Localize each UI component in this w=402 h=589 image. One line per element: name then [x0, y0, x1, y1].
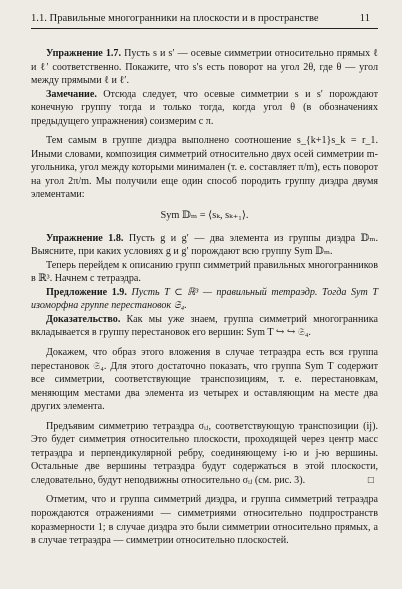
running-header	[31, 12, 378, 29]
exercise-1-7	[31, 47, 378, 88]
proposition-1-9-text: Пусть T ⊂ ℝ³ — правильный тетраэдр. Тогда Sym T изоморфна группе перестановок 𝔖₄.	[31, 286, 378, 312]
remark	[31, 88, 378, 129]
qed-symbol: □	[367, 474, 374, 486]
proposition-1-9-label: Предложение 1.9.	[46, 286, 127, 298]
formula-dihedral-generators: Sym 𝔻ₘ = ⟨sₖ, sₖ₊₁⟩.	[160, 210, 249, 222]
page-number: 11	[359, 13, 370, 24]
remark-text: Отсюда следует, что осевые симметрии s и s′ порождают конечную группу тогда и только тогда, когда угол θ (в обозначениях предыдущего упражнения) соизмерим с π.	[31, 88, 379, 127]
paragraph-proof-transposition	[31, 420, 378, 488]
page-body	[31, 47, 378, 548]
proposition-1-9	[31, 286, 378, 313]
exercise-1-7-label: Упражнение 1.7.	[46, 48, 121, 59]
chapter-title: 1.1. Правильные многогранники на плоскости и в пространстве	[31, 13, 319, 24]
exercise-1-8-label: Упражнение 1.8.	[46, 232, 124, 244]
proof-transposition-text: Предъявим симметрию тетраэдра σᵢⱼ, соответствующую транспозиции (ij). Это будет симметрия относительно плоскости, проходящей через центр масс тетраэдра и перпендикулярной ребру, соединяющему i-ю и j-ю вершины. Остальные две вершины тетраэдра будут содержаться в этой плоскости, следовательно, будут неподвижны относительно σᵢⱼ (см. рис. 3).	[31, 420, 378, 486]
proof-start	[31, 313, 378, 340]
paragraph-reflections: Отметим, что и группа симметрий диэдра, и группа симметрий тетраэдра порождаются отражениями — симметриями относительно подпространств коразмерности 1; в случае диэдра это были симметрии относительно прямых, а в случае тетраэдра — симметрии относительно плоскостей.	[31, 494, 378, 547]
exercise-1-7-text: Пусть s и s′ — осевые симметрии относительно прямых ℓ и ℓ′ соответственно. Покажите, что s′s есть поворот на угол 2θ, где θ — угол между прямыми ℓ и ℓ′.	[31, 48, 379, 87]
exercise-1-8-text: Пусть g и g′ — два элемента из группы диэдра 𝔻ₘ. Выясните, при каких условиях g и g′ порождают всю группу Sym 𝔻ₘ.	[31, 232, 378, 258]
proof-text: Как мы уже знаем, группа симметрий многогранника вкладывается в группу перестановок его вершин: Sym T ↪ ↪ 𝔖₄.	[31, 313, 378, 339]
remark-label: Замечание.	[46, 88, 97, 100]
paragraph-dihedral-relation: Тем самым в группе диэдра выполнено соотношение s_{k+1}s_k = r_1. Иными словами, композиция симметрий относительно двух осей симметрии m-угольника, угол между которыми минимален (т. е. составляет π/m), есть поворот на угол 2π/m. Мы получили еще один способ породить группу диэдра двумя элементами:	[31, 135, 378, 201]
paragraph-transition: Теперь перейдем к описанию групп симметрий правильных многогранников в ℝ³. Начнем с тетраэдра.	[31, 259, 378, 285]
paragraph-proof-image: Докажем, что образ этого вложения в случае тетраэдра есть вся группа перестановок 𝔖₄. Для этого достаточно показать, что группа Sym T содержит все симметрии, соответствующие транспозициям, т. е. перестановкам, меняющим местами два элемента из четырех и оставляющим на месте два других элемента.	[31, 346, 378, 413]
exercise-1-8	[31, 232, 378, 259]
proof-label: Доказательство.	[46, 313, 121, 325]
